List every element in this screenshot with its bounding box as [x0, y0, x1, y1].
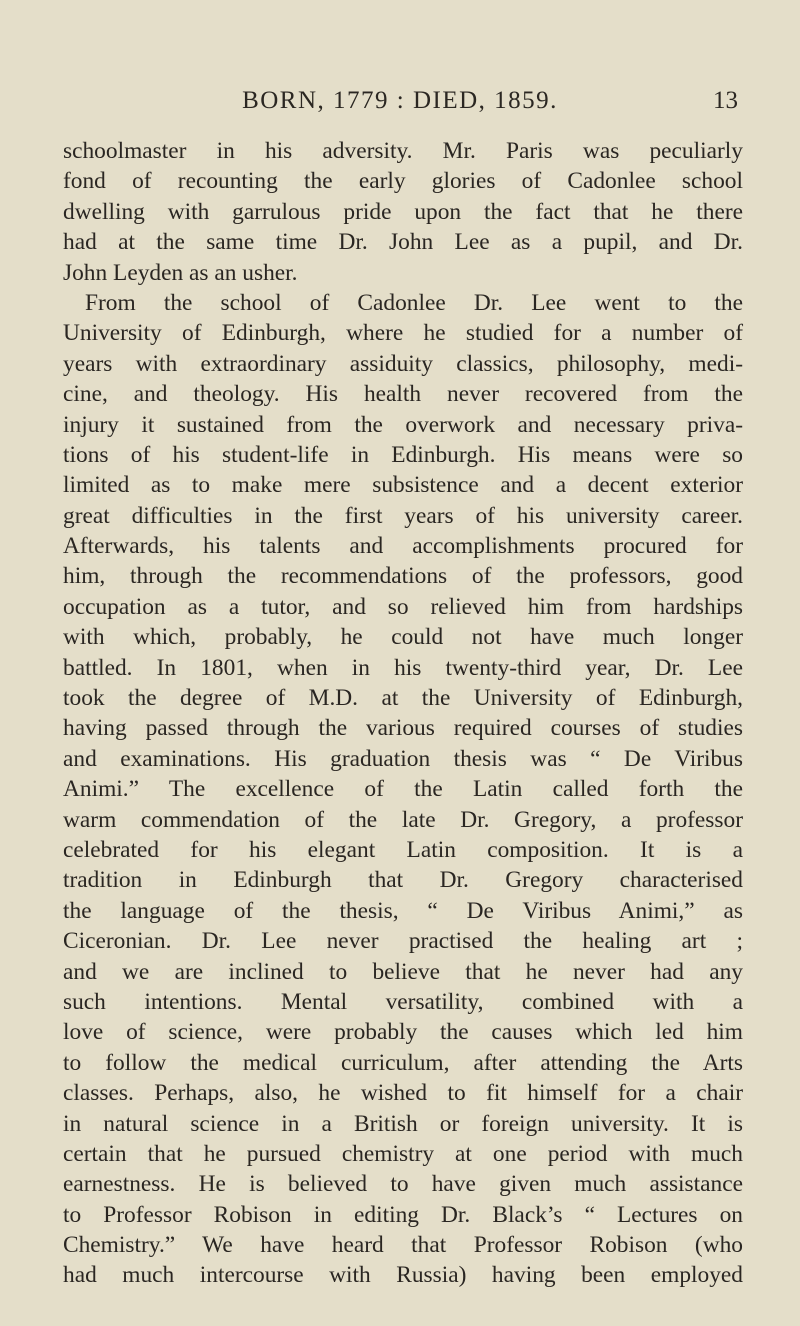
text-line: celebrated for his elegant Latin composition. It is a	[63, 836, 743, 863]
text-line: love of science, were probably the causes which led him	[63, 1019, 743, 1046]
text-line: John Leyden as an usher.	[63, 259, 298, 286]
text-line: and examinations. His graduation thesis was “ De Viribus	[63, 745, 743, 772]
text-line: occupation as a tutor, and so relieved him from hardships	[63, 593, 743, 620]
text-line: warm commendation of the late Dr. Gregory, a professor	[63, 806, 743, 833]
text-line: earnestness. He is believed to have given much assistance	[63, 1171, 743, 1198]
text-line: great difficulties in the first years of his university career.	[63, 502, 743, 529]
text-line: to Professor Robison in editing Dr. Black’s “ Lectures on	[63, 1201, 743, 1228]
text-line: the language of the thesis, “ De Viribus Animi,” as	[63, 897, 743, 924]
text-line: cine, and theology. His health never recovered from the	[63, 381, 743, 408]
text-line: fond of recounting the early glories of Cadonlee school	[63, 168, 743, 195]
page-number: 13	[713, 87, 738, 114]
body-text	[63, 136, 743, 1291]
text-line: From the school of Cadonlee Dr. Lee went to the	[85, 289, 743, 316]
text-line: schoolmaster in his adversity. Mr. Paris was peculiarly	[63, 138, 743, 164]
text-line: and we are inclined to believe that he never had any	[63, 958, 743, 985]
text-line: battled. In 1801, when in his twenty-third year, Dr. Lee	[63, 654, 743, 681]
text-line: to follow the medical curriculum, after attending the Arts	[63, 1049, 743, 1076]
text-line: Chemistry.” We have heard that Professor Robison (who	[63, 1232, 743, 1259]
text-line: such intentions. Mental versatility, combined with a	[63, 988, 743, 1015]
text-line: Afterwards, his talents and accomplishments procured for	[63, 533, 743, 560]
text-line: had at the same time Dr. John Lee as a pupil, and Dr.	[63, 229, 743, 256]
text-line: injury it sustained from the overwork and necessary priva-	[63, 411, 743, 438]
text-line: him, through the recommendations of the professors, good	[63, 563, 743, 590]
text-line: classes. Perhaps, also, he wished to fit himself for a chair	[63, 1080, 743, 1107]
text-line: tions of his student-life in Edinburgh. His means were so	[63, 441, 743, 468]
text-line: with which, probably, he could not have much longer	[63, 624, 743, 651]
text-line: Ciceronian. Dr. Lee never practised the healing art ;	[63, 928, 743, 955]
text-line: Animi.” The excellence of the Latin called forth the	[63, 776, 743, 803]
text-line: in natural science in a British or foreign university. It is	[63, 1110, 743, 1137]
text-line: had much intercourse with Russia) having been employed	[63, 1262, 743, 1289]
text-line: University of Edinburgh, where he studied for a number of	[63, 320, 743, 347]
running-head	[0, 84, 800, 118]
text-line: limited as to make mere subsistence and a decent exterior	[63, 472, 743, 499]
text-line: years with extraordinary assiduity classics, philosophy, medi-	[63, 350, 743, 377]
running-title: BORN, 1779 : DIED, 1859.	[242, 87, 558, 114]
text-line: certain that he pursued chemistry at one period with much	[63, 1140, 743, 1167]
text-line: dwelling with garrulous pride upon the fact that he there	[63, 198, 743, 225]
text-line: tradition in Edinburgh that Dr. Gregory characterised	[63, 867, 743, 894]
text-line: took the degree of M.D. at the University of Edinburgh,	[63, 685, 743, 712]
text-line: having passed through the various required courses of studies	[63, 715, 743, 742]
